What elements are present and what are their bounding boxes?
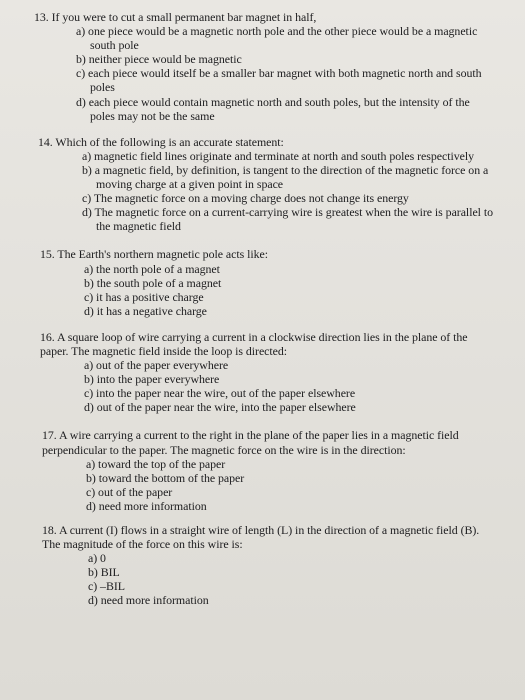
option-b: b) the south pole of a magnet [84, 275, 222, 290]
option-b: b) into the paper everywhere [84, 372, 220, 387]
option-d: d) The magnetic force on a current-carrying wire is greatest when the wire is parallel to the magnetic field [82, 205, 493, 234]
question-18 [34, 523, 496, 608]
option-c: c) –BIL [88, 579, 125, 594]
option-b: b) toward the bottom of the paper [86, 470, 245, 485]
option-list [34, 551, 496, 607]
option-a: a) 0 [88, 551, 106, 566]
option-c: c) it has a positive charge [84, 289, 204, 304]
option-list [34, 457, 496, 513]
question-stem: 16. A square loop of wire carrying a current in a clockwise direction lies in the plane of the paper. The magnetic field inside the loop is directed: [40, 329, 468, 358]
question-17 [34, 428, 496, 513]
option-c: c) into the paper near the wire, out of the paper elsewhere [84, 386, 356, 401]
option-a: a) one piece would be a magnetic north pole and the other piece would be a magnetic south pole [76, 24, 478, 53]
option-c: c) The magnetic force on a moving charge does not change its energy [82, 191, 409, 206]
option-list [34, 358, 496, 414]
question-stem: 17. A wire carrying a current to the right in the plane of the paper lies in a magnetic field perpendicular to the paper. The magnetic force on the wire is in the direction: [42, 428, 459, 457]
option-d: d) each piece would contain magnetic north and south poles, but the intensity of the poles may not be the same [76, 94, 470, 123]
option-d: d) it has a negative charge [84, 303, 207, 318]
option-b: b) BIL [88, 565, 120, 580]
option-d: d) out of the paper near the wire, into the paper elsewhere [84, 400, 356, 415]
question-15 [34, 247, 496, 317]
option-b: b) a magnetic field, by definition, is tangent to the direction of the magnetic force on a moving charge at a given point in space [82, 162, 489, 192]
option-d: d) need more information [86, 498, 207, 513]
option-list [34, 149, 496, 234]
option-a: a) the north pole of a magnet [84, 261, 220, 276]
question-14 [34, 135, 496, 234]
question-16 [34, 330, 496, 415]
option-a: a) toward the top of the paper [86, 456, 226, 471]
question-list [34, 10, 496, 618]
question-stem: 15. The Earth's northern magnetic pole acts like: [40, 247, 268, 262]
option-c: c) out of the paper [86, 484, 173, 499]
option-b: b) neither piece would be magnetic [76, 52, 242, 67]
question-13 [34, 10, 496, 123]
option-d: d) need more information [88, 593, 209, 608]
option-c: c) each piece would itself be a smaller bar magnet with both magnetic north and south poles [76, 66, 482, 95]
question-stem: 18. A current (I) flows in a straight wire of length (L) in the direction of a magnetic field (B). The magnitude of the force on this wire is: [42, 523, 480, 552]
option-list [34, 24, 496, 123]
option-a: a) magnetic field lines originate and terminate at north and south poles respectively [82, 148, 474, 163]
question-stem: 14. Which of the following is an accurate statement: [38, 134, 284, 149]
option-a: a) out of the paper everywhere [84, 358, 229, 373]
option-list [34, 262, 496, 318]
question-stem: 13. If you were to cut a small permanent bar magnet in half, [34, 10, 317, 24]
